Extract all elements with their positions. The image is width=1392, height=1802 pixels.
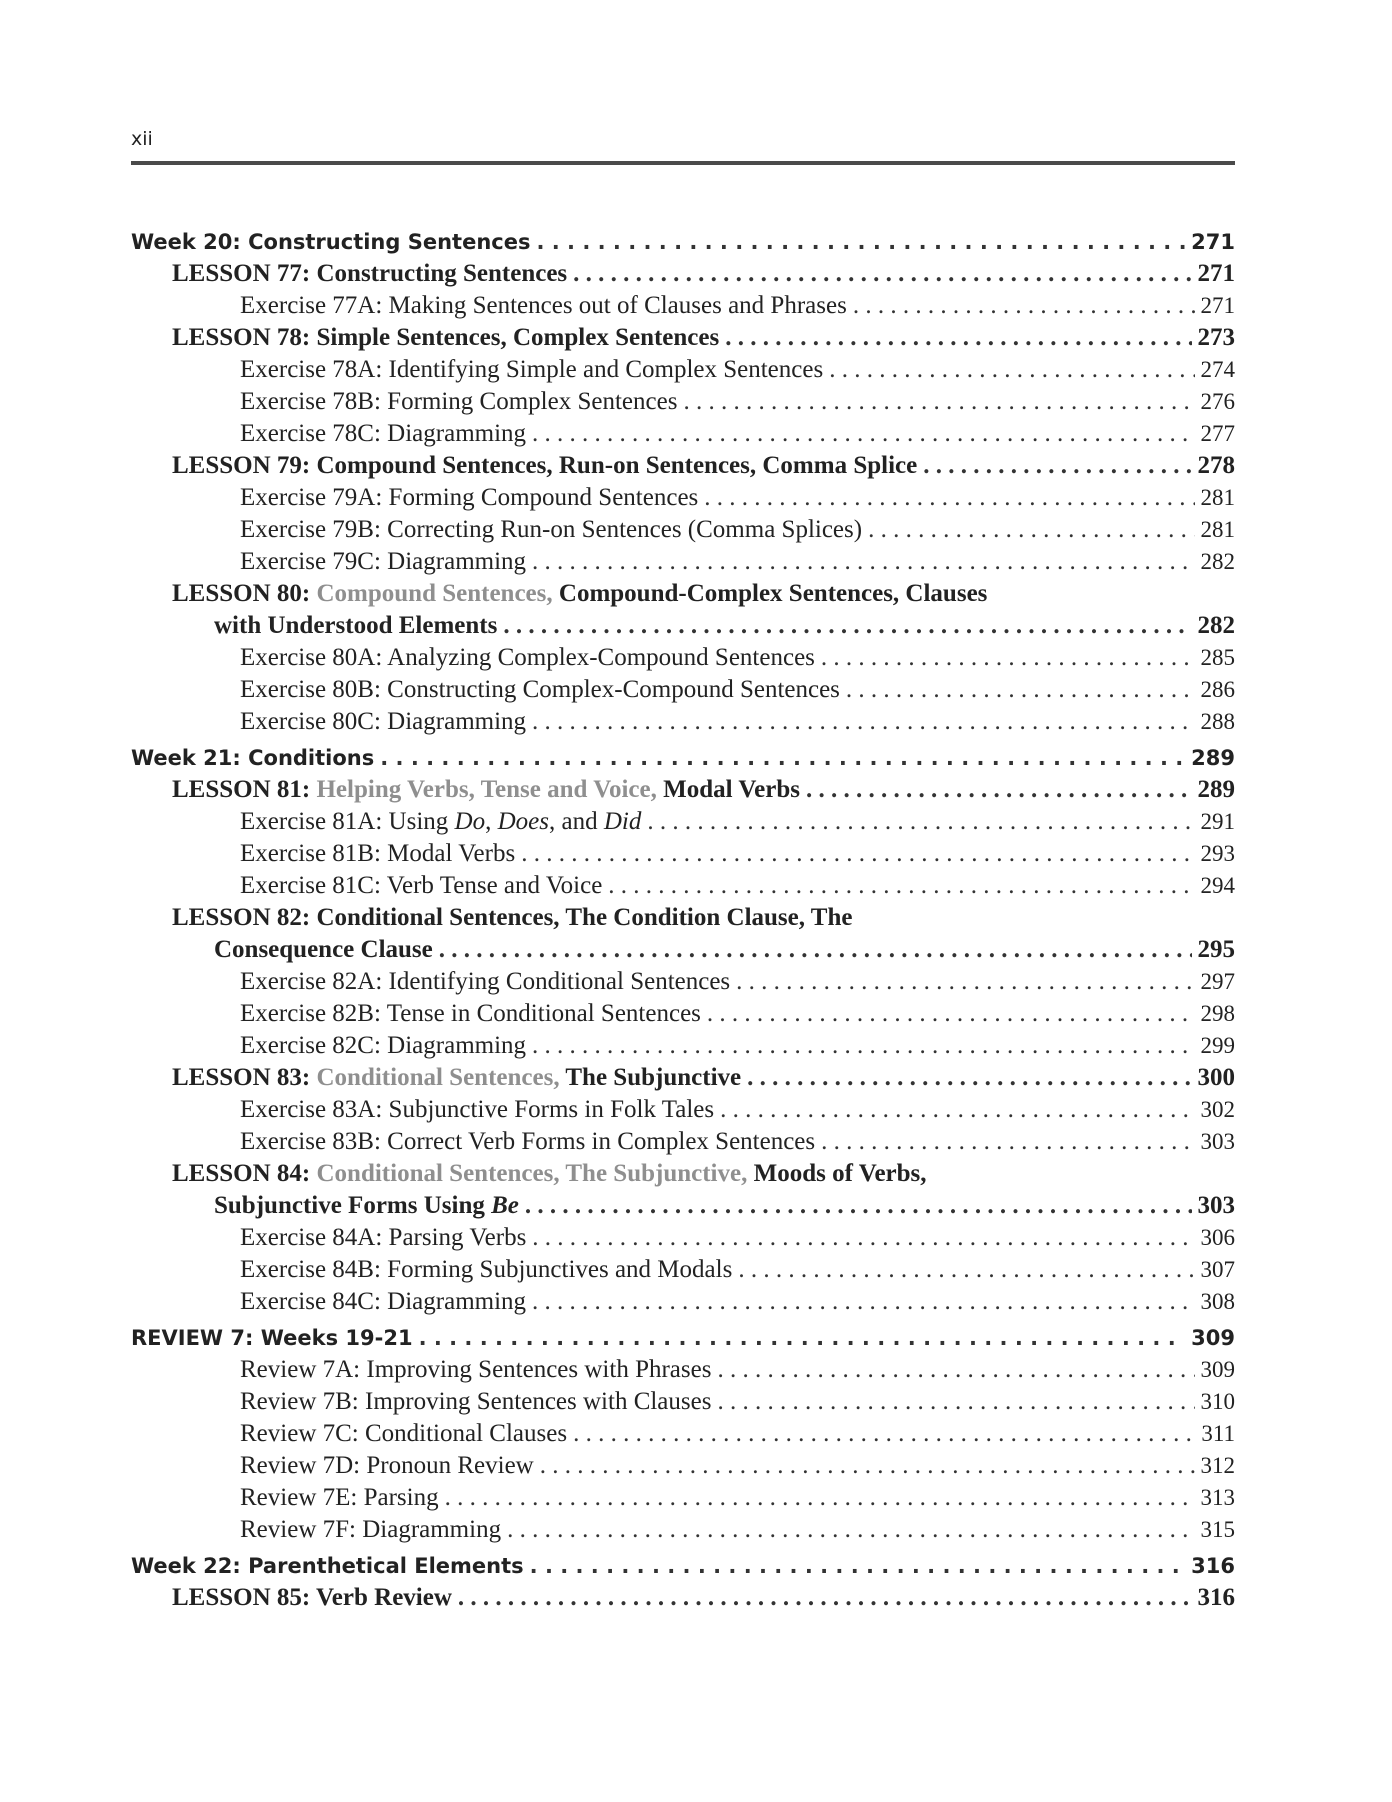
entry-page: 294 (1200, 873, 1235, 898)
toc-entry-review-7[interactable] (131, 1322, 1235, 1354)
toc-entry-lesson-82-continued[interactable] (131, 934, 1235, 966)
entry-title: LESSON 82: Conditional Sentences, The Condition Clause, The (172, 904, 853, 931)
entry-page: 310 (1200, 1389, 1235, 1414)
entry-page: 302 (1200, 1097, 1235, 1122)
toc-entry-exercise-83a[interactable] (131, 1094, 1235, 1126)
entry-page: 303 (1197, 1192, 1235, 1219)
dot-leader (683, 386, 1194, 418)
title-part: , and (549, 808, 604, 835)
entry-title: REVIEW 7: Weeks 19-21 (131, 1326, 413, 1350)
dot-leader (821, 642, 1195, 674)
lesson-prefix: LESSON 81: (172, 776, 317, 803)
dot-leader (717, 1386, 1194, 1418)
dot-leader (573, 1418, 1195, 1450)
toc-entry-lesson-80-continued[interactable] (131, 610, 1235, 642)
dot-leader (846, 674, 1195, 706)
toc-entry-lesson-83[interactable] (131, 1062, 1235, 1094)
entry-page: 293 (1200, 841, 1235, 866)
toc-entry-exercise-84a[interactable] (131, 1222, 1235, 1254)
entry-title: LESSON 77: Constructing Sentences (172, 260, 568, 287)
dot-leader (419, 1322, 1186, 1354)
entry-title: Review 7F: Diagramming (240, 1516, 502, 1543)
entry-page: 306 (1200, 1225, 1235, 1250)
entry-page: 288 (1200, 709, 1235, 734)
header-rule (131, 161, 1235, 165)
entry-title: Exercise 80B: Constructing Complex-Compound Sentences (240, 676, 840, 703)
entry-title: Exercise 82A: Identifying Conditional Sentences (240, 968, 731, 995)
entry-page: 289 (1191, 746, 1235, 770)
entry-title: LESSON 85: Verb Review (172, 1584, 452, 1611)
entry-title: LESSON 79: Compound Sentences, Run-on Sentences, Comma Splice (172, 452, 918, 479)
entry-title: Exercise 82C: Diagramming (240, 1032, 527, 1059)
entry-page: 282 (1200, 549, 1235, 574)
toc-entry-exercise-77a[interactable] (131, 290, 1235, 322)
toc-entry-exercise-79b[interactable] (131, 514, 1235, 546)
toc-entry-review-7a[interactable] (131, 1354, 1235, 1386)
toc-entry-exercise-80c[interactable] (131, 706, 1235, 738)
entry-page: 271 (1200, 293, 1235, 318)
toc-entry-lesson-77[interactable] (131, 258, 1235, 290)
toc-entry-week-21[interactable] (131, 742, 1235, 774)
dot-leader (853, 290, 1195, 322)
entry-title (172, 774, 800, 806)
toc-entry-exercise-78a[interactable] (131, 354, 1235, 386)
new-topic: The Subjunctive (565, 1064, 742, 1091)
entry-title: Exercise 78C: Diagramming (240, 420, 527, 447)
entry-title (172, 1062, 741, 1094)
dot-leader (821, 1126, 1194, 1158)
entry-title: Exercise 80A: Analyzing Complex-Compound Sentences (240, 644, 815, 671)
dot-leader (707, 998, 1195, 1030)
entry-page: 273 (1197, 324, 1235, 351)
entry-page: 295 (1197, 936, 1235, 963)
entry-page: 298 (1200, 1001, 1235, 1026)
dot-leader (521, 838, 1194, 870)
entry-title-continued: Consequence Clause (214, 936, 433, 963)
entry-title: Exercise 78B: Forming Complex Sentences (240, 388, 678, 415)
dot-leader (445, 1482, 1195, 1514)
entry-title: Exercise 79A: Forming Compound Sentences (240, 484, 699, 511)
dot-leader (720, 1094, 1194, 1126)
dot-leader (532, 546, 1194, 578)
title-italic: Did (603, 808, 642, 835)
entry-page: 308 (1200, 1289, 1235, 1314)
entry-title: Exercise 79C: Diagramming (240, 548, 527, 575)
entry-title: Exercise 77A: Making Sentences out of Clauses and Phrases (240, 292, 847, 319)
entry-page: 282 (1197, 612, 1235, 639)
entry-title (240, 806, 641, 838)
dot-leader (573, 258, 1191, 290)
toc-entry-exercise-82b[interactable] (131, 998, 1235, 1030)
entry-page: 299 (1200, 1033, 1235, 1058)
toc-entry-exercise-84b[interactable] (131, 1254, 1235, 1286)
toc-entry-exercise-81a[interactable] (131, 806, 1235, 838)
dot-leader (738, 1254, 1194, 1286)
toc-entry-lesson-80[interactable] (131, 578, 1235, 610)
entry-title: Week 20: Constructing Sentences (131, 230, 531, 254)
entry-page: 271 (1197, 260, 1235, 287)
toc-entry-exercise-83b[interactable] (131, 1126, 1235, 1158)
entry-page: 278 (1197, 452, 1235, 479)
entry-title-continued: with Understood Elements (214, 612, 498, 639)
dot-leader (540, 1450, 1195, 1482)
entry-page: 311 (1201, 1421, 1235, 1446)
entry-page: 313 (1200, 1485, 1235, 1510)
toc-entry-exercise-84c[interactable] (131, 1286, 1235, 1318)
entry-page: 289 (1197, 776, 1235, 803)
entry-title: Exercise 81B: Modal Verbs (240, 840, 516, 867)
toc-entry-lesson-79[interactable] (131, 450, 1235, 482)
dot-leader (923, 450, 1191, 482)
toc-entry-lesson-85[interactable] (131, 1582, 1235, 1614)
entry-title: Exercise 78A: Identifying Simple and Complex Sentences (240, 356, 824, 383)
toc-entry-review-7f[interactable] (131, 1514, 1235, 1546)
entry-title: Review 7D: Pronoun Review (240, 1452, 534, 1479)
entry-page: 309 (1200, 1357, 1235, 1382)
entry-title: Exercise 81C: Verb Tense and Voice (240, 872, 603, 899)
dot-leader (704, 482, 1194, 514)
dot-leader (532, 1286, 1194, 1318)
toc-entry-week-22[interactable] (131, 1550, 1235, 1582)
toc-entry-exercise-81c[interactable] (131, 870, 1235, 902)
toc-entry-lesson-81[interactable] (131, 774, 1235, 806)
entry-page: 285 (1200, 645, 1235, 670)
toc-entry-exercise-80a[interactable] (131, 642, 1235, 674)
dot-leader (532, 1222, 1194, 1254)
dot-leader (747, 1062, 1191, 1094)
entry-title: Review 7C: Conditional Clauses (240, 1420, 568, 1447)
title-italic: Does (497, 808, 549, 835)
dot-leader (525, 1190, 1192, 1222)
dot-leader (532, 706, 1194, 738)
entry-title: Exercise 84C: Diagramming (240, 1288, 527, 1315)
entry-page: 316 (1197, 1584, 1235, 1611)
toc-entry-review-7d[interactable] (131, 1450, 1235, 1482)
toc-entry-exercise-79a[interactable] (131, 482, 1235, 514)
entry-title (172, 578, 987, 610)
dot-leader (829, 354, 1194, 386)
dot-leader (725, 322, 1191, 354)
entry-page: 312 (1200, 1453, 1235, 1478)
entry-title: Week 22: Parenthetical Elements (131, 1554, 524, 1578)
entry-title: Exercise 80C: Diagramming (240, 708, 527, 735)
toc-entry-review-7e[interactable] (131, 1482, 1235, 1514)
dot-leader (868, 514, 1194, 546)
entry-title: Review 7E: Parsing (240, 1484, 439, 1511)
dot-leader (736, 966, 1194, 998)
dot-leader (806, 774, 1192, 806)
title-part: , (485, 808, 498, 835)
table-of-contents (131, 222, 1235, 1614)
entry-title: Review 7B: Improving Sentences with Clauses (240, 1388, 712, 1415)
dot-leader (532, 1030, 1194, 1062)
toc-entry-exercise-80b[interactable] (131, 674, 1235, 706)
review-topic: Compound Sentences, (316, 580, 559, 607)
entry-page: 297 (1200, 969, 1235, 994)
entry-title: Exercise 79B: Correcting Run-on Sentences (Comma Splices) (240, 516, 863, 543)
lesson-prefix: LESSON 83: (172, 1064, 317, 1091)
entry-page: 281 (1200, 485, 1235, 510)
title-part: Subjunctive Forms Using (214, 1192, 492, 1219)
dot-leader (380, 742, 1185, 774)
entry-title: Week 21: Conditions (131, 746, 375, 770)
review-topic: Helping Verbs, Tense and Voice, (316, 776, 664, 803)
entry-title: Exercise 83B: Correct Verb Forms in Complex Sentences (240, 1128, 816, 1155)
dot-leader (647, 806, 1194, 838)
toc-entry-review-7c[interactable] (131, 1418, 1235, 1450)
entry-page: 271 (1191, 230, 1235, 254)
entry-page: 274 (1200, 357, 1235, 382)
lesson-prefix: LESSON 84: (172, 1160, 317, 1187)
title-italic: Do (454, 808, 486, 835)
dot-leader (507, 1514, 1194, 1546)
toc-entry-exercise-79c[interactable] (131, 546, 1235, 578)
dot-leader (458, 1582, 1192, 1614)
dot-leader (717, 1354, 1194, 1386)
new-topic: Modal Verbs (663, 776, 800, 803)
entry-page: 286 (1200, 677, 1235, 702)
title-part: Exercise 81A: Using (240, 808, 455, 835)
entry-title: LESSON 78: Simple Sentences, Complex Sentences (172, 324, 720, 351)
review-topic: Conditional Sentences, The Subjunctive, (316, 1160, 754, 1187)
toc-entry-exercise-78c[interactable] (131, 418, 1235, 450)
toc-entry-lesson-84[interactable] (131, 1158, 1235, 1190)
entry-page: 276 (1200, 389, 1235, 414)
entry-page: 315 (1200, 1517, 1235, 1542)
page-number: xii (131, 128, 153, 150)
toc-entry-exercise-82a[interactable] (131, 966, 1235, 998)
entry-page: 303 (1200, 1129, 1235, 1154)
entry-page: 281 (1200, 517, 1235, 542)
dot-leader (608, 870, 1194, 902)
entry-title: Exercise 83A: Subjunctive Forms in Folk Tales (240, 1096, 715, 1123)
dot-leader (503, 610, 1191, 642)
toc-entry-lesson-84-continued[interactable] (131, 1190, 1235, 1222)
dot-leader (439, 934, 1192, 966)
dot-leader (532, 418, 1194, 450)
toc-entry-lesson-78[interactable] (131, 322, 1235, 354)
entry-page: 277 (1200, 421, 1235, 446)
entry-title-continued (214, 1190, 519, 1222)
entry-page: 316 (1191, 1554, 1235, 1578)
entry-page: 309 (1191, 1326, 1235, 1350)
toc-entry-exercise-78b[interactable] (131, 386, 1235, 418)
lesson-prefix: LESSON 80: (172, 580, 317, 607)
entry-title: Review 7A: Improving Sentences with Phrases (240, 1356, 712, 1383)
entry-page: 307 (1200, 1257, 1235, 1282)
entry-title: Exercise 82B: Tense in Conditional Sentences (240, 1000, 701, 1027)
entry-page: 291 (1200, 809, 1235, 834)
review-topic: Conditional Sentences, (316, 1064, 566, 1091)
entry-title (172, 1158, 927, 1190)
title-italic: Be (491, 1192, 519, 1219)
new-topic: Moods of Verbs, (753, 1160, 927, 1187)
new-topic: Compound-Complex Sentences, Clauses (558, 580, 988, 607)
entry-title: Exercise 84B: Forming Subjunctives and Modals (240, 1256, 733, 1283)
toc-entry-review-7b[interactable] (131, 1386, 1235, 1418)
dot-leader (530, 1550, 1186, 1582)
toc-entry-exercise-82c[interactable] (131, 1030, 1235, 1062)
toc-entry-exercise-81b[interactable] (131, 838, 1235, 870)
toc-entry-lesson-82[interactable] (131, 902, 1235, 934)
entry-title: Exercise 84A: Parsing Verbs (240, 1224, 527, 1251)
dot-leader (536, 226, 1185, 258)
entry-page: 300 (1197, 1064, 1235, 1091)
toc-entry-week-20[interactable] (131, 226, 1235, 258)
